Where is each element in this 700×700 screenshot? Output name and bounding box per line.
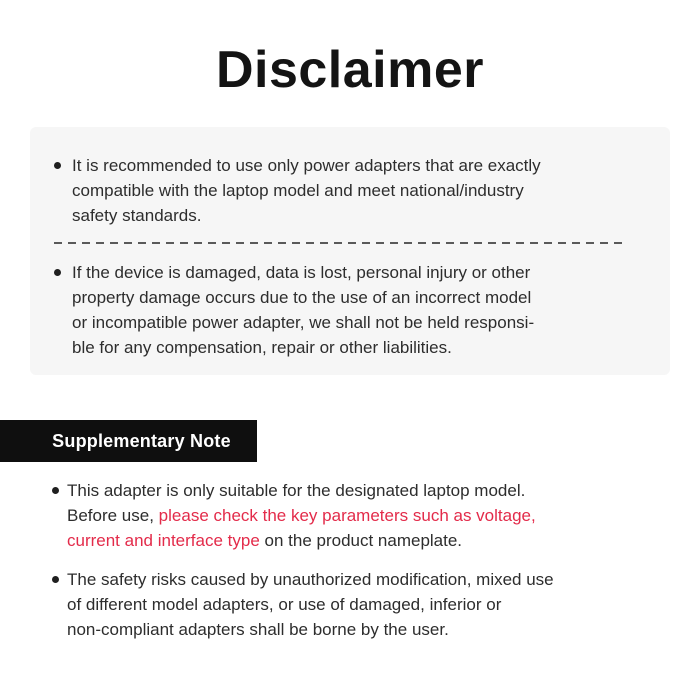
note-bullet-2	[52, 567, 554, 642]
bullet-dot-icon	[54, 162, 61, 169]
supplementary-note-tag	[0, 420, 257, 462]
disclaimer-bullet-2-text: If the device is damaged, data is lost, personal injury or other property damage occurs due to the use of an incorrect model or incompatible power adapter, we shall not be held responsi- ble for any compensation, repair or other liabilities.	[72, 263, 535, 357]
note-bullet-1	[52, 478, 554, 553]
supplementary-note-list	[52, 478, 554, 642]
bullet-dot-icon	[52, 576, 59, 583]
supplementary-note-label: Supplementary Note	[52, 430, 231, 451]
dashed-divider	[54, 242, 624, 244]
note-bullet-2-text: The safety risks caused by unauthorized modification, mixed use of different model adapters, or use of damaged, inferior or non-compliant adapters shall be borne by the user.	[67, 570, 554, 639]
note-bullet-1-text: This adapter is only suitable for the designated laptop model. Before use, please check the key parameters such as voltage, current and interface type on the product nameplate.	[67, 481, 536, 550]
disclaimer-bullet-1-text: It is recommended to use only power adapters that are exactly compatible with the laptop model and meet national/industry safety standards.	[72, 156, 541, 225]
bullet-dot-icon	[54, 269, 61, 276]
disclaimer-box	[30, 127, 670, 375]
bullet-dot-icon	[52, 487, 59, 494]
disclaimer-bullet-1	[54, 153, 644, 228]
page-title: Disclaimer	[215, 41, 485, 99]
disclaimer-bullet-2	[54, 260, 644, 360]
